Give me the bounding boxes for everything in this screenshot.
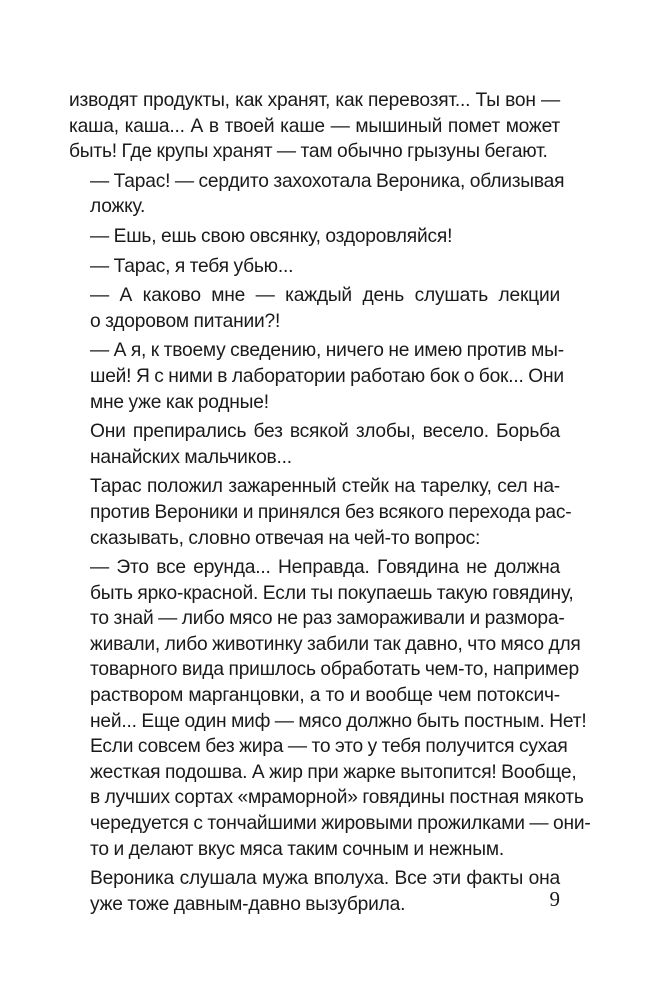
text-line: Если совсем без жира — то это у тебя получится сухая — [90, 736, 568, 758]
text-line: живали, либо животинку забили так давно, что мясо для — [90, 633, 581, 655]
text-line: раствором марганцовки, а то и вообще чем потоксич- — [90, 685, 560, 707]
paragraph — [69, 338, 564, 415]
text-line: быть! Где крупы хранят — там обычно грызуны бегают. — [69, 141, 548, 163]
text-line: в лучших сортах «мраморной» говядины постная мякоть — [90, 787, 584, 809]
text-line: — Это все ерунда... Неправда. Говядина не должна — [90, 557, 560, 579]
text-line: — Ешь, ешь свою овсянку, оздоровляйся! — [90, 225, 453, 247]
body-text — [69, 88, 591, 921]
text-line: жесткая подошва. А жир при жарке вытопится! Вообще, — [90, 761, 577, 783]
paragraph — [69, 283, 560, 334]
text-line: — Тарас, я тебя убью... — [90, 255, 294, 277]
paragraph — [69, 254, 560, 280]
text-line: — А каково мне — каждый день слушать лекции — [90, 285, 560, 307]
paragraph — [69, 224, 560, 250]
text-line: товарного вида пришлось обработать чем-то, например — [90, 659, 579, 681]
text-line: — Тарас! — сердито захохотала Вероника, облизывая — [90, 170, 565, 192]
paragraph — [69, 555, 591, 862]
text-line: Вероника слушала мужа вполуха. Все эти факты она — [90, 868, 560, 890]
text-line: ложку. — [90, 196, 146, 218]
text-line: нанайских мальчиков... — [90, 446, 292, 468]
text-line: Они препирались без всякой злобы, весело. Борьба — [90, 421, 560, 443]
text-line: Тарас положил зажаренный стейк на тарелку, сел на- — [90, 476, 560, 498]
text-line: то знай — либо мясо не раз замораживали и размора- — [90, 608, 565, 630]
text-line: мне уже как родные! — [90, 391, 269, 413]
paragraph — [69, 88, 560, 165]
page-number: 9 — [549, 887, 560, 911]
paragraph — [69, 419, 560, 470]
paragraph — [69, 474, 572, 551]
text-line: уже тоже давным-давно вызубрила. — [90, 893, 406, 915]
paragraph — [69, 866, 560, 917]
text-line: шей! Я с ними в лаборатории работаю бок о бок... Они — [90, 365, 564, 387]
text-line: чередуется с тончайшими жировыми прожилками — они- — [90, 813, 591, 835]
text-line: против Вероники и принялся без всякого перехода рас- — [90, 501, 572, 523]
text-line: то и делают вкус мяса таким сочным и нежным. — [90, 838, 504, 860]
text-line: — А я, к твоему сведению, ничего не имею против мы- — [90, 340, 564, 362]
text-line: о здоровом питании?! — [90, 310, 281, 332]
text-line: каша, каша... А в твоей каше — мышиный помет может — [69, 115, 560, 137]
text-line: сказывать, словно отвечая на чей-то вопрос: — [90, 527, 481, 549]
text-line: быть ярко-красной. Если ты покупаешь такую говядину, — [90, 582, 574, 604]
paragraph — [69, 169, 565, 220]
text-line: изводят продукты, как хранят, как перевозят... Ты вон — — [69, 90, 560, 111]
text-line: ней... Еще один миф — мясо должно быть постным. Нет! — [90, 710, 587, 732]
